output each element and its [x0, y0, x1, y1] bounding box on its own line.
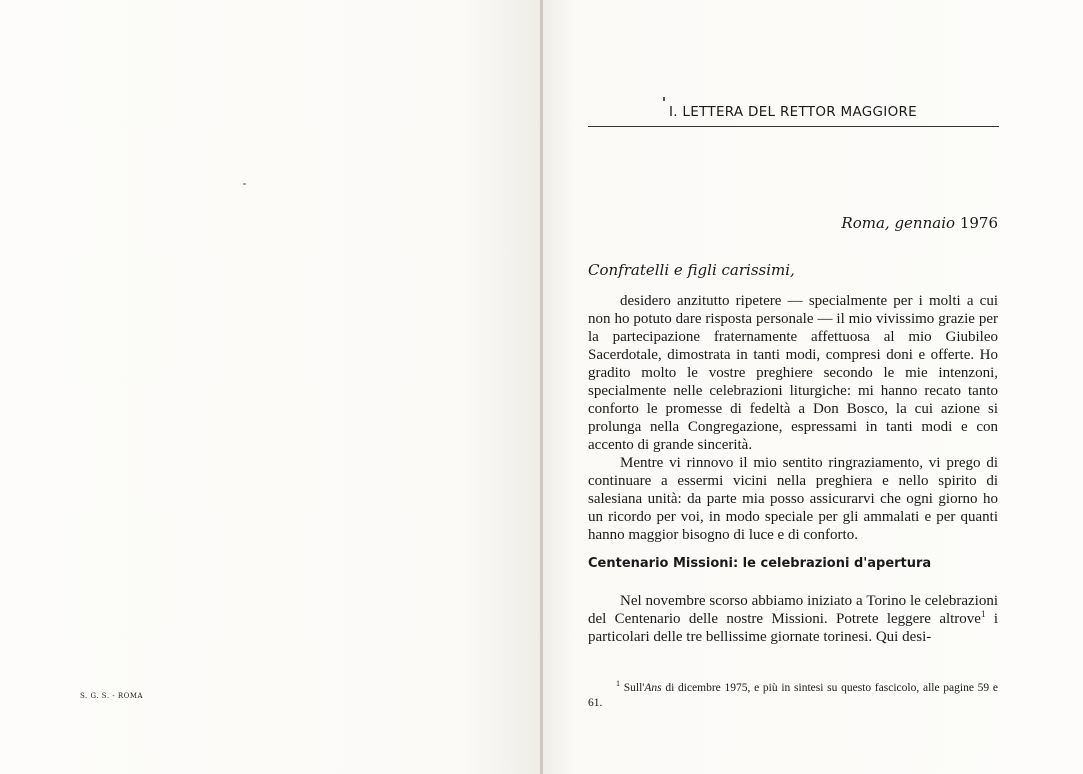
- dateline-year: 1976: [959, 214, 998, 232]
- paragraph: desidero anzitutto ripetere — specialmente per i molti a cui non ho potuto dare risposta personale — il mio vivissimo grazie per la partecipazione fraternamente affettuosa al mio Giubileo Sacerdotale, dimostrata in tanti modi, compresi doni e offerte. Ho gradito molto le vostre preghiere secondo le mie intenzoni, specialmente nelle celebrazioni liturgiche: mi hanno recato tanto conforto le promesse di fedeltà a Don Bosco, la cui azione si prolunga nella Congregazione, espressami in tanti modi e con accento di grande sincerità.: [588, 293, 998, 453]
- left-page: [0, 0, 541, 774]
- paragraph-text: Nel novembre scorso abbiamo iniziato a Torino le celebrazioni del Centenario delle nostre Missioni. Potrete leggere altrove: [588, 593, 998, 627]
- footnote-text: di dicembre 1975, e più in sintesi su questo fascicolo, alle pagine 59 e 61.: [588, 682, 998, 709]
- footnote-number: 1: [616, 679, 620, 689]
- footnote-source: Ans: [644, 682, 662, 694]
- letter-body: [588, 292, 998, 544]
- dateline: [841, 214, 998, 232]
- salutation: Confratelli e figli carissimi,: [588, 261, 795, 279]
- paragraph-text: i particolari delle tre bellissime giornate torinesi. Qui desi-: [588, 611, 998, 645]
- section-body: [588, 592, 998, 646]
- chapter-header: I. LETTERA DEL RETTOR MAGGIORE: [668, 104, 918, 120]
- footnote-text: Sull': [620, 682, 645, 694]
- paragraph: Mentre vi rinnovo il mio sentito ringraziamento, vi prego di continuare a essermi vicini nella preghiera e nello spirito di salesiana unità: da parte mia posso assicurarvi che ogni giorno ho un ricordo per voi, in modo speciale per gli ammalati e per quanti hanno maggior bisogno di luce e di conforto.: [588, 455, 998, 543]
- paragraph: [588, 592, 998, 646]
- header-rule: [588, 126, 999, 127]
- section-title: Centenario Missioni: le celebrazioni d'apertura: [588, 556, 932, 571]
- footnote: [588, 681, 998, 711]
- dateline-place-month: Roma, gennaio: [841, 214, 956, 232]
- printer-mark: S. G. S. - ROMA: [80, 692, 144, 700]
- footnote-reference: 1: [980, 609, 986, 619]
- ink-mark: [663, 97, 665, 101]
- paper-speck: [243, 183, 246, 185]
